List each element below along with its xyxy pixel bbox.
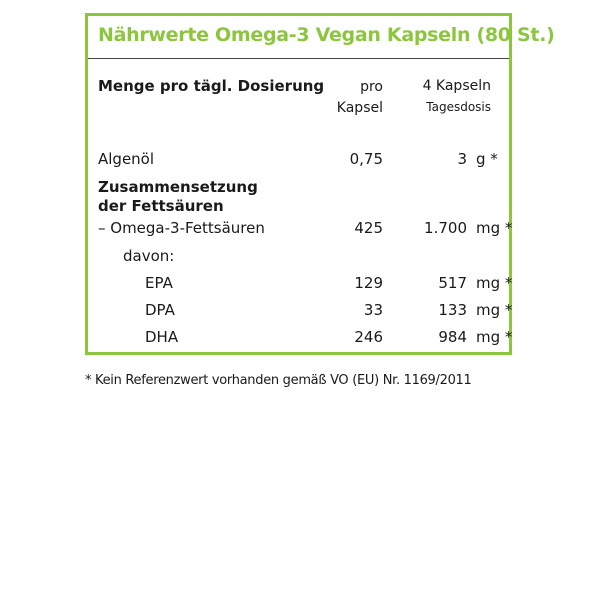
row-dpa-unit: mg * — [476, 301, 513, 319]
title-divider — [88, 58, 509, 59]
row-composition-line2: der Fettsäuren — [98, 197, 224, 215]
row-dha-per-capsule: 246 — [354, 328, 383, 346]
row-dpa-per-capsule: 33 — [363, 301, 383, 319]
footnote: * Kein Referenzwert vorhanden gemäß VO (EU) Nr. 1169/2011 — [85, 373, 472, 388]
row-davon-label: davon: — [123, 247, 175, 265]
row-omega3-unit: mg * — [476, 219, 513, 237]
row-epa-per-capsule: 129 — [354, 274, 383, 292]
row-omega3-daily: 1.700 — [424, 219, 467, 237]
header-daily-line1: 4 Kapseln — [422, 78, 491, 94]
header-per-capsule-line2: Kapsel — [336, 100, 383, 116]
panel-title: Nährwerte Omega-3 Vegan Kapseln (80 St.) — [98, 24, 555, 46]
row-composition-line1: Zusammensetzung — [98, 178, 258, 196]
row-algenoel-unit: g * — [476, 150, 498, 168]
row-dpa-daily: 133 — [438, 301, 467, 319]
row-algenoel-daily: 3 — [457, 150, 467, 168]
row-epa-daily: 517 — [438, 274, 467, 292]
header-per-capsule — [337, 77, 383, 119]
row-epa-unit: mg * — [476, 274, 513, 292]
row-dpa-name: DPA — [145, 301, 175, 319]
row-epa-name: EPA — [145, 274, 173, 292]
nutrition-panel — [85, 13, 555, 355]
row-dha-daily: 984 — [438, 328, 467, 346]
header-daily-line2: Tagesdosis — [426, 100, 491, 114]
header-label: Menge pro tägl. Dosierung — [98, 77, 325, 95]
row-dha-name: DHA — [145, 328, 179, 346]
header-per-capsule-line1: pro — [360, 79, 383, 95]
row-algenoel-per-capsule: 0,75 — [349, 150, 383, 168]
row-omega3-name: – Omega-3-Fettsäuren — [98, 219, 265, 237]
row-algenoel-name: Algenöl — [98, 150, 155, 168]
row-dha-unit: mg * — [476, 328, 513, 346]
row-omega3-per-capsule: 425 — [354, 219, 383, 237]
